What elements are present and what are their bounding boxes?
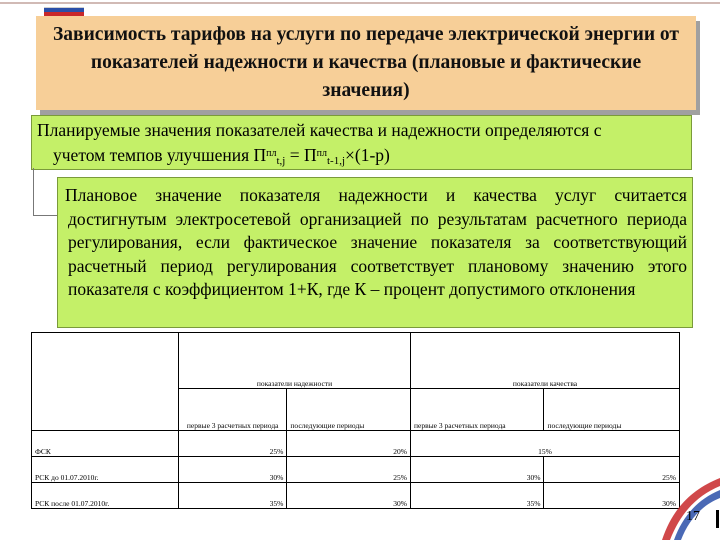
page-number: 17 (686, 509, 700, 524)
row-value: 25% (179, 431, 287, 457)
edge-bar (716, 510, 719, 528)
row-name: ФСК (32, 431, 179, 457)
row-value: 30% (287, 483, 411, 509)
sub-header-first-periods-q: первые 3 расчетных периода (411, 389, 544, 431)
page-title: Зависимость тарифов на услуги по передаче электрической энергии от показателей надежности и качества (плановые и фактические значения) (53, 24, 679, 101)
table-row (32, 483, 680, 509)
row-value: 20% (287, 431, 411, 457)
connector-line-h (33, 215, 58, 216)
flag-icon (44, 4, 84, 16)
achievement-text: Плановое значение показателя надежности и качества услуг считается достигнутым электросетевой организацией по результатам расчетного периода регулирования, если фактическое значение показателя за соответствующий расчетный период регулирования соответствует плановому значению этого показателя с коэффициентом 1+К, где К – процент допустимого отклонения (65, 185, 687, 300)
formula-sub-1: t,j (276, 155, 286, 167)
formula-sup-1: пл (266, 148, 277, 159)
formula-sub-2: t-1,j (326, 155, 346, 167)
sub-header-first-periods: первые 3 расчетных периода (179, 389, 287, 431)
table-row (32, 457, 680, 483)
row-name: РСК до 01.07.2010г. (32, 457, 179, 483)
planned-line-2 (37, 142, 601, 173)
reliability-header: показатели надежности (179, 333, 411, 389)
row-value: 30% (544, 483, 680, 509)
sub-header-next-periods: последующие периоды (287, 389, 411, 431)
formula-prefix: учетом темпов улучшения П (53, 145, 267, 165)
sub-header-next-periods-q: последующие периоды (544, 389, 680, 431)
planned-values-text (37, 118, 601, 173)
planned-values-box (31, 115, 692, 170)
row-value: 35% (179, 483, 287, 509)
planned-line-1: Планируемые значения показателей качества и надежности определяются с (37, 120, 602, 140)
row-value: 30% (411, 457, 544, 483)
table-corner-cell (32, 333, 179, 431)
top-rule (0, 2, 720, 4)
formula-sup-2: пл (316, 148, 327, 159)
row-value: 30% (179, 457, 287, 483)
row-value: 25% (544, 457, 680, 483)
title-banner (36, 16, 696, 110)
formula-equals: = П (285, 145, 317, 165)
swoosh-decoration-icon (650, 470, 720, 540)
connector-line (33, 168, 34, 215)
row-value: 35% (411, 483, 544, 509)
row-name: РСК после 01.07.2010г. (32, 483, 179, 509)
achievement-box (57, 177, 693, 328)
row-value: 15% (411, 431, 680, 457)
table-group-header-row (32, 333, 680, 389)
table-row (32, 431, 680, 457)
row-value: 25% (287, 457, 411, 483)
formula-suffix: ×(1-p) (345, 145, 390, 165)
deviation-table (31, 332, 680, 509)
quality-header: показатели качества (411, 333, 680, 389)
